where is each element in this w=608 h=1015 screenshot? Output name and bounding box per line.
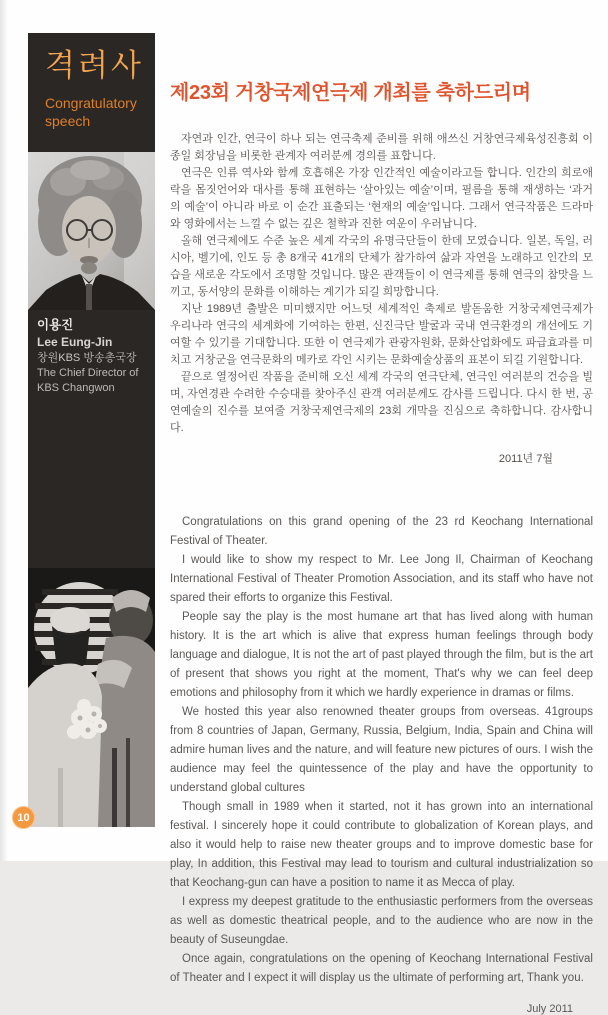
english-paragraph: Once again, congratulations on the opening of Keochang International Festival of Theater and I expect it will display us the ultimate of performing art, Thank you. [170, 953, 593, 984]
page-number: 10 [17, 811, 30, 824]
section-title-korean: 격려사 [45, 48, 144, 83]
english-speech-body [170, 513, 593, 988]
author-name-korean: 이용진 [37, 318, 74, 332]
korean-paragraph: 연극은 인류 역사와 함께 호흡해온 가장 인간적인 예술이라고들 합니다. 인간의 희로애락을 몸짓언어와 대사를 통해 표현하는 ‘살아있는 예술’이며, 필름을 통해 재생하는 ‘과거의 예술’이 아니라 바로 이 순간 표출되는 ‘현재의 예술’입니다. 그래서 연극작품은 드라마와 영화에서는 느낄 수 없는 깊은 철학과 진한 여운이 우러납니다. [170, 167, 593, 230]
author-name-english: Lee Eung-Jin [37, 335, 113, 349]
korean-date: 2011년 7월 [498, 453, 553, 465]
author-title-english: The Chief Director of KBS Changwon [37, 367, 139, 394]
korean-paragraph: 지난 1989년 출발은 미미했지만 어느덧 세계적인 축제로 발돋움한 거창국제연극제가 우리나라 연극의 세계화에 기여하는 한편, 신진극단 발굴과 국내 연극환경의 개선에도 기여할 수 있기를 기대합니다. 또한 이 연극제가 관광자원화, 문화산업화에도 파급효과를 미치고 거창군을 연극문화의 메카로 각인 시키는 문화예술상품의 표본이 되길 기원합니다. [170, 303, 593, 366]
sidebar [28, 33, 155, 827]
portrait-photo [28, 152, 155, 310]
english-paragraph: Congratulations on this grand opening of the 23 rd Keochang International Festival of Theater. [170, 516, 593, 547]
english-date: July 2011 [526, 1003, 573, 1015]
performance-photo [28, 568, 155, 827]
page-number-badge [12, 806, 35, 829]
speech-content [170, 80, 593, 1015]
author-caption [37, 317, 149, 396]
english-paragraph: Though small in 1989 when it started, not it has grown into an international festival. I sincerely hope it could contribute to globalization of Korean plays, and also it would help to raise new theater groups and to improve domestic base for play, In addition, this Festival may lead to tourism and cultural industrialization so that Keochang-gun can have a position to name it as Mecca of play. [170, 801, 593, 889]
korean-paragraph: 올해 연극제에도 수준 높은 세계 각국의 유명극단들이 한데 모였습니다. 일본, 독일, 러시아, 벨기에, 인도 등 총 8개국 41개의 단체가 참가하여 삶과 자연을 노래하고 인간의 모습을 새로운 각도에서 조명할 것입니다. 많은 관객들이 이 연극제를 통해 연극의 참맛을 느끼고, 동서양의 문화를 이해하는 계기가 되길 희망합니다. [170, 235, 593, 298]
english-paragraph: People say the play is the most humane art that has lived along with human history. It is the art which is alive that express human feelings through body language and dialogue, It is not the art of past played through the film, but is the art of present that shows you right at the moment, That's why we can feel deep emotions and philosophy from it which we hardly experience in dramas or films. [170, 611, 593, 699]
sidebar-header [28, 33, 155, 130]
english-paragraph: We hosted this year also renowned theater groups from overseas. 41groups from 8 countries of Japan, Germany, Russia, Belgium, India, Spain and China will admire human lives and the nature, and will feature new pictures of ours. I wish the audience may feel the quintessence of the play and have the opportunity to understand global cultures [170, 706, 593, 794]
english-paragraph: I would like to show my respect to Mr. Lee Jong Il, Chairman of Keochang International Festival of Theater Promotion Association, and its staff who have not spared their efforts to organize this Festival. [170, 554, 593, 604]
english-paragraph: I express my deepest gratitude to the enthusiastic performers from the overseas as well as domestic theatrical people, and to the audience who are now in the beauty of Suseungdae. [170, 896, 593, 946]
speech-heading: 제23회 거창국제연극제 개최를 축하드리며 [170, 82, 531, 104]
korean-paragraph: 끝으로 열정어린 작품을 준비해 오신 세계 각국의 연극단체, 연극인 여러분의 건승을 빌며, 자연경관 수려한 수승대를 찾아주신 관객 여러분께도 감사를 드립니다. 다시 한 번, 공연예술의 진수를 보여줄 거창국제연극제의 23회 개막을 진심으로 축하합니다. 감사합니다. [170, 371, 593, 434]
section-title-english: Congratulatory speech [45, 95, 137, 129]
author-title-korean: 창원KBS 방송총국장 [37, 352, 137, 364]
korean-speech-body [170, 131, 593, 437]
korean-paragraph: 자연과 인간, 연극이 하나 되는 연극축제 준비를 위해 애쓰신 거창연극제육성진흥회 이종일 회장님을 비롯한 관계자 여러분께 경의를 표합니다. [170, 133, 593, 162]
